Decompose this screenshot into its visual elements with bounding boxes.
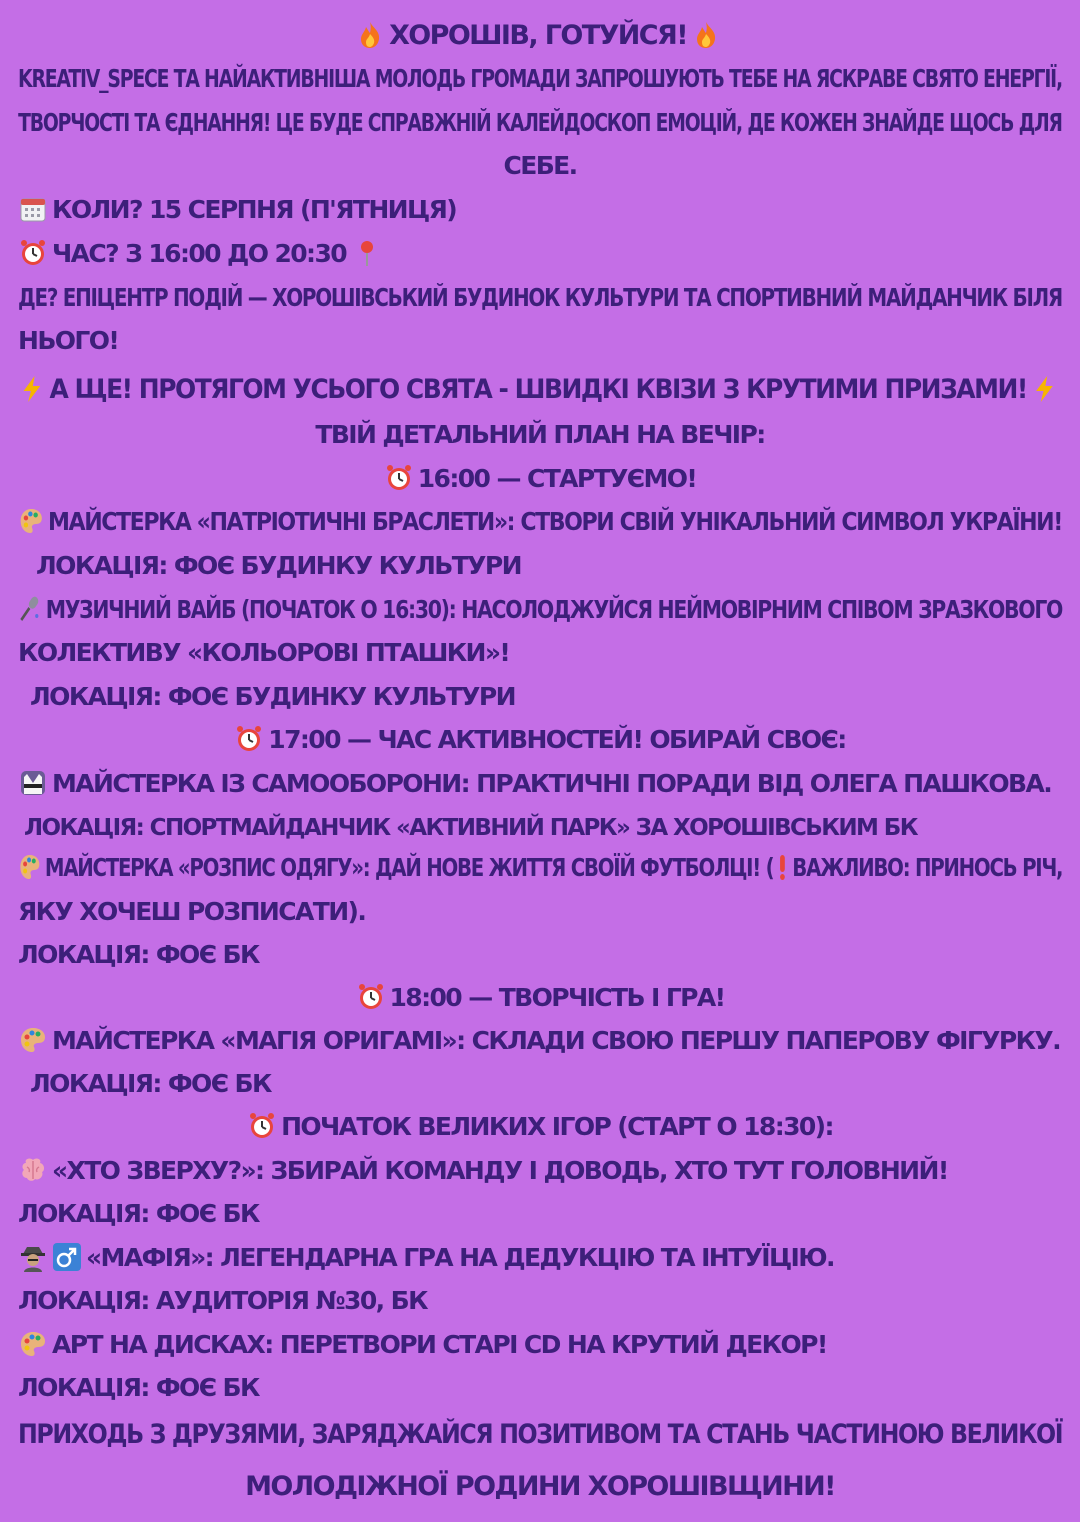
activity-text: МАЙСТЕРКА «МАГІЯ ОРИГАМІ»: СКЛАДИ СВОЮ ПЕРШУ ПАПЕРОВУ ФІГУРКУ.	[52, 1026, 1060, 1055]
when-line	[18, 188, 1062, 232]
activity-painting-cont: ЯКУ ХОЧЕШ РОЗПИСАТИ).	[18, 897, 366, 926]
location-line: ЛОКАЦІЯ: АУДИТОРІЯ №30, БК	[18, 1286, 427, 1315]
location-line: ЛОКАЦІЯ: ФОЄ БУДИНКУ КУЛЬТУРИ	[36, 551, 521, 580]
detective-icon	[18, 1242, 48, 1272]
activity-mafia	[18, 1236, 1062, 1280]
palette-icon	[18, 1329, 48, 1359]
important-text: ВАЖЛИВО: ПРИНОСЬ РІЧ,	[792, 853, 1063, 882]
location-line: ЛОКАЦІЯ: ФОЄ БК	[18, 940, 259, 969]
male-sign-icon	[52, 1242, 82, 1272]
activity-text: АРТ НА ДИСКАХ: ПЕРЕТВОРИ СТАРІ CD НА КРУТИЙ ДЕКОР!	[52, 1330, 827, 1359]
section-heading-text: 16:00 — СТАРТУЄМО!	[417, 464, 697, 493]
calendar-icon	[18, 194, 48, 224]
palette-icon	[18, 852, 42, 882]
lightning-icon	[18, 374, 46, 404]
alarm-clock-icon	[247, 1111, 277, 1141]
time-text: ЧАС? З 16:00 ДО 20:30	[52, 239, 347, 268]
lightning-icon	[1030, 374, 1058, 404]
where-line: НЬОГО!	[18, 326, 119, 355]
section-heading-text: 17:00 — ЧАС АКТИВНОСТЕЙ! ОБИРАЙ СВОЄ:	[268, 725, 846, 754]
activity-text: МУЗИЧНИЙ ВАЙБ (ПОЧАТОК О 16:30): НАСОЛОДЖУЙСЯ НЕЙМОВІРНИМ СПІВОМ ЗРАЗКОВОГО	[45, 595, 1063, 624]
location-line: ЛОКАЦІЯ: ФОЄ БУДИНКУ КУЛЬТУРИ	[30, 682, 515, 711]
palette-icon	[18, 506, 44, 536]
activity-text: «МАФІЯ»: ЛЕГЕНДАРНА ГРА НА ДЕДУКЦІЮ ТА ІНТУЇЦІЮ.	[86, 1243, 834, 1272]
poster-title-line	[18, 14, 1062, 58]
alarm-clock-icon	[18, 238, 48, 268]
activity-text: «ХТО ЗВЕРХУ?»: ЗБИРАЙ КОМАНДУ І ДОВОДЬ, ХТО ТУТ ГОЛОВНИЙ!	[52, 1156, 948, 1185]
section-heading-1600	[18, 457, 1062, 501]
pin-icon	[352, 238, 382, 268]
alarm-clock-icon	[384, 463, 414, 493]
activity-top	[18, 1149, 1062, 1193]
activity-cd	[18, 1323, 1062, 1367]
exclamation-icon	[777, 852, 790, 882]
section-heading-1800	[18, 976, 1062, 1020]
martial-arts-icon	[18, 768, 48, 798]
activity-music-cont: КОЛЕКТИВУ «КОЛЬОРОВІ ПТАШКИ»!	[18, 638, 510, 667]
microphone-icon	[18, 594, 42, 624]
alarm-clock-icon	[234, 724, 264, 754]
location-line: ЛОКАЦІЯ: СПОРТМАЙДАНЧИК «АКТИВНИЙ ПАРК» ЗА ХОРОШІВСЬКИМ БК	[24, 815, 917, 841]
activity-origami	[18, 1019, 1062, 1063]
location-line: ЛОКАЦІЯ: ФОЄ БК	[30, 1069, 271, 1098]
plan-title: ТВІЙ ДЕТАЛЬНИЙ ПЛАН НА ВЕЧІР:	[315, 420, 765, 449]
poster-title: ХОРОШІВ, ГОТУЙСЯ!	[389, 20, 687, 51]
activity-defense	[18, 762, 1062, 806]
quiz-text: А ЩЕ! ПРОТЯГОМ УСЬОГО СВЯТА - ШВИДКІ КВІЗИ З КРУТИМИ ПРИЗАМИ!	[49, 374, 1027, 405]
palette-icon	[18, 1025, 48, 1055]
location-line: ЛОКАЦІЯ: ФОЄ БК	[18, 1373, 259, 1402]
location-line: ЛОКАЦІЯ: ФОЄ БК	[18, 1199, 259, 1228]
activity-painting	[18, 846, 1062, 890]
fire-icon	[355, 20, 385, 50]
where-line: ДЕ? ЕПІЦЕНТР ПОДІЙ — ХОРОШІВСЬКИЙ БУДИНОК КУЛЬТУРИ ТА СПОРТИВНИЙ МАЙДАНЧИК БІЛЯ	[18, 283, 1062, 312]
intro-line: СЕБЕ.	[503, 151, 577, 180]
section-heading-text: 18:00 — ТВОРЧІСТЬ І ГРА!	[389, 983, 725, 1012]
section-heading-1700	[18, 718, 1062, 762]
activity-text: МАЙСТЕРКА «ПАТРІОТИЧНІ БРАСЛЕТИ»: СТВОРИ СВІЙ УНІКАЛЬНИЙ СИМВОЛ УКРАЇНИ!	[48, 507, 1062, 536]
section-heading-text: ПОЧАТОК ВЕЛИКИХ ІГОР (СТАРТ О 18:30):	[281, 1112, 833, 1141]
intro-line: KREATIV_SPECE ТА НАЙАКТИВНІША МОЛОДЬ ГРОМАДИ ЗАПРОШУЮТЬ ТЕБЕ НА ЯСКРАВЕ СВЯТО ЕНЕРГІЇ,	[18, 64, 1062, 93]
activity-text: МАЙСТЕРКА «РОЗПИС ОДЯГУ»: ДАЙ НОВЕ ЖИТТЯ СВОЇЙ ФУТБОЛЦІ! (	[44, 853, 774, 882]
activity-text: МАЙСТЕРКА ІЗ САМООБОРОНИ: ПРАКТИЧНІ ПОРАДИ ВІД ОЛЕГА ПАШКОВА.	[52, 769, 1052, 798]
brain-icon	[18, 1155, 48, 1185]
fire-icon	[691, 20, 721, 50]
activity-bracelets	[18, 500, 1062, 544]
outro-line: МОЛОДІЖНОЇ РОДИНИ ХОРОШІВЩИНИ!	[245, 1471, 835, 1502]
intro-line: ТВОРЧОСТІ ТА ЄДНАННЯ! ЦЕ БУДЕ СПРАВЖНІЙ КАЛЕЙДОСКОП ЕМОЦІЙ, ДЕ КОЖЕН ЗНАЙДЕ ЩОСЬ ДЛЯ	[18, 108, 1062, 137]
section-heading-games	[18, 1105, 1062, 1149]
activity-music	[18, 588, 1062, 632]
outro-line: ПРИХОДЬ З ДРУЗЯМИ, ЗАРЯДЖАЙСЯ ПОЗИТИВОМ ТА СТАНЬ ЧАСТИНОЮ ВЕЛИКОЇ	[18, 1419, 1063, 1450]
quiz-line	[18, 368, 1062, 412]
alarm-clock-icon	[356, 982, 386, 1012]
when-text: КОЛИ? 15 СЕРПНЯ (П'ЯТНИЦЯ)	[52, 195, 457, 224]
time-line	[18, 232, 1062, 276]
